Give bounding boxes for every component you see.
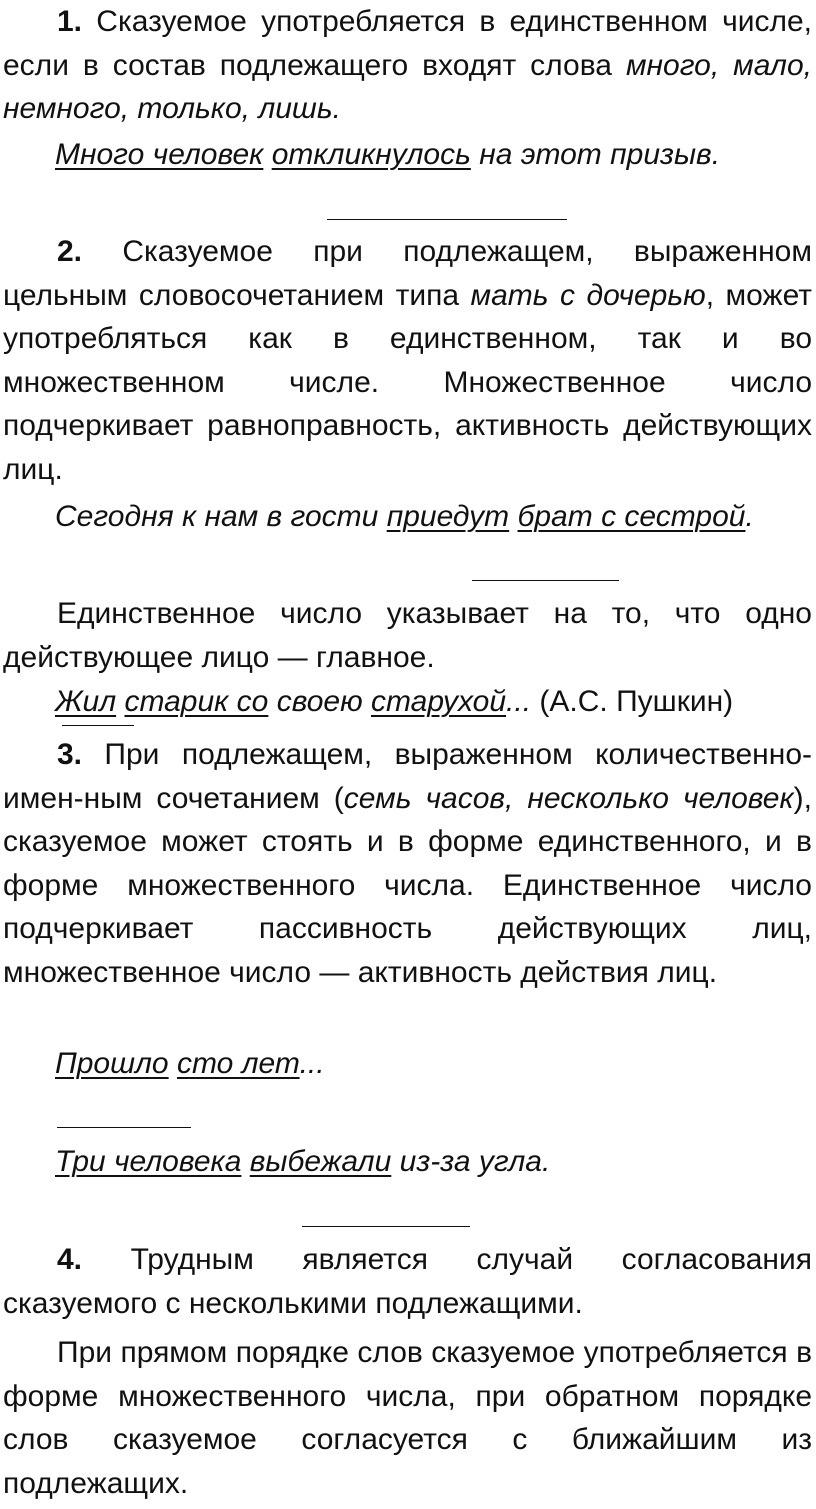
example-5-subject: Три человека — [55, 1145, 242, 1178]
rule-1-paragraph — [3, 0, 812, 131]
rule-3-text: При подлежащем, выраженном количественно-имен-ным сочетанием ( — [3, 738, 812, 815]
example-2-predicate: приедут — [386, 500, 510, 533]
example-3 — [55, 680, 815, 724]
rule-2-text: Сказуемое при подлежащем, выраженном цельным словосочетанием типа — [3, 235, 812, 312]
example-2-subject: брат с сестрой — [517, 500, 746, 533]
example-3-object: старухой — [370, 685, 507, 718]
example-5-predicate: выбежали — [249, 1145, 392, 1178]
example-3-predicate: Жил — [55, 685, 117, 718]
example-1-predicate: откликнулось — [271, 138, 471, 171]
rule-4-detail-paragraph — [3, 1331, 812, 1505]
divider-line — [62, 725, 134, 726]
rule-4-detail-text: При прямом порядке слов сказуемое употребляется в форме множественного числа, при обратном порядке слов сказуемое согласуется с ближайшим из подлежащих. — [3, 1336, 812, 1500]
rule-3-paragraph — [3, 733, 812, 994]
example-3-ellipsis: ... — [506, 685, 532, 718]
rule-1-text: Сказуемое употребляется в единственном числе, если в состав подлежащего входят слова — [3, 5, 812, 82]
rule-1-words: много, мало, немного, только, лишь — [3, 48, 812, 125]
rule-4-text: Трудным является случай согласования сказуемого с несколькими подлежащими. — [3, 1243, 812, 1320]
rule-2-phrase: мать с дочерью — [470, 278, 706, 312]
example-3-middle: своею — [268, 685, 371, 718]
example-2-end: . — [745, 500, 754, 533]
example-1 — [55, 133, 815, 177]
example-1-subject: Много человек — [55, 138, 264, 171]
rule-2-rest: , может употребляться как в единственном, так и во множественном числе. Множественное число подчеркивает равноправность, активность действующих лиц. — [3, 278, 812, 486]
example-4-predicate: Прошло — [55, 1047, 169, 1080]
rule-3-number: 3. — [57, 738, 83, 771]
rule-1-number: 1. — [57, 5, 83, 38]
example-3-author: (А.С. Пушкин) — [531, 685, 734, 718]
rule-4-number: 4. — [57, 1243, 83, 1276]
example-4-subject: сто лет — [176, 1047, 300, 1080]
example-2 — [55, 495, 815, 539]
rule-1-end: . — [332, 92, 341, 125]
rule-3-rest: ), сказуемое может стоять и в форме единственного, и в форме множественного числа. Единственное число подчеркивает пассивность действующих лиц, множественное число — активность действия лиц. — [3, 781, 812, 989]
divider-line — [472, 580, 619, 581]
rule-4-paragraph — [3, 1238, 812, 1325]
example-2-start: Сегодня к нам в гости — [55, 500, 387, 533]
divider-line — [57, 1127, 191, 1128]
singular-note-paragraph — [3, 592, 812, 679]
example-3-subject: старик со — [124, 685, 269, 718]
rule-3-phrase: семь часов, несколько человек — [343, 781, 794, 815]
example-5-rest: из-за угла. — [391, 1145, 551, 1178]
rule-2-number: 2. — [57, 235, 83, 268]
divider-line — [327, 219, 567, 220]
singular-note-text: Единственное число указывает на то, что одно действующее лицо — главное. — [3, 597, 812, 674]
divider-line — [302, 1226, 470, 1227]
example-1-rest: на этот призыв. — [470, 138, 721, 171]
example-4-end: ... — [299, 1047, 325, 1080]
example-4 — [55, 1042, 815, 1086]
rule-2-paragraph — [3, 230, 812, 491]
example-5 — [55, 1140, 815, 1184]
